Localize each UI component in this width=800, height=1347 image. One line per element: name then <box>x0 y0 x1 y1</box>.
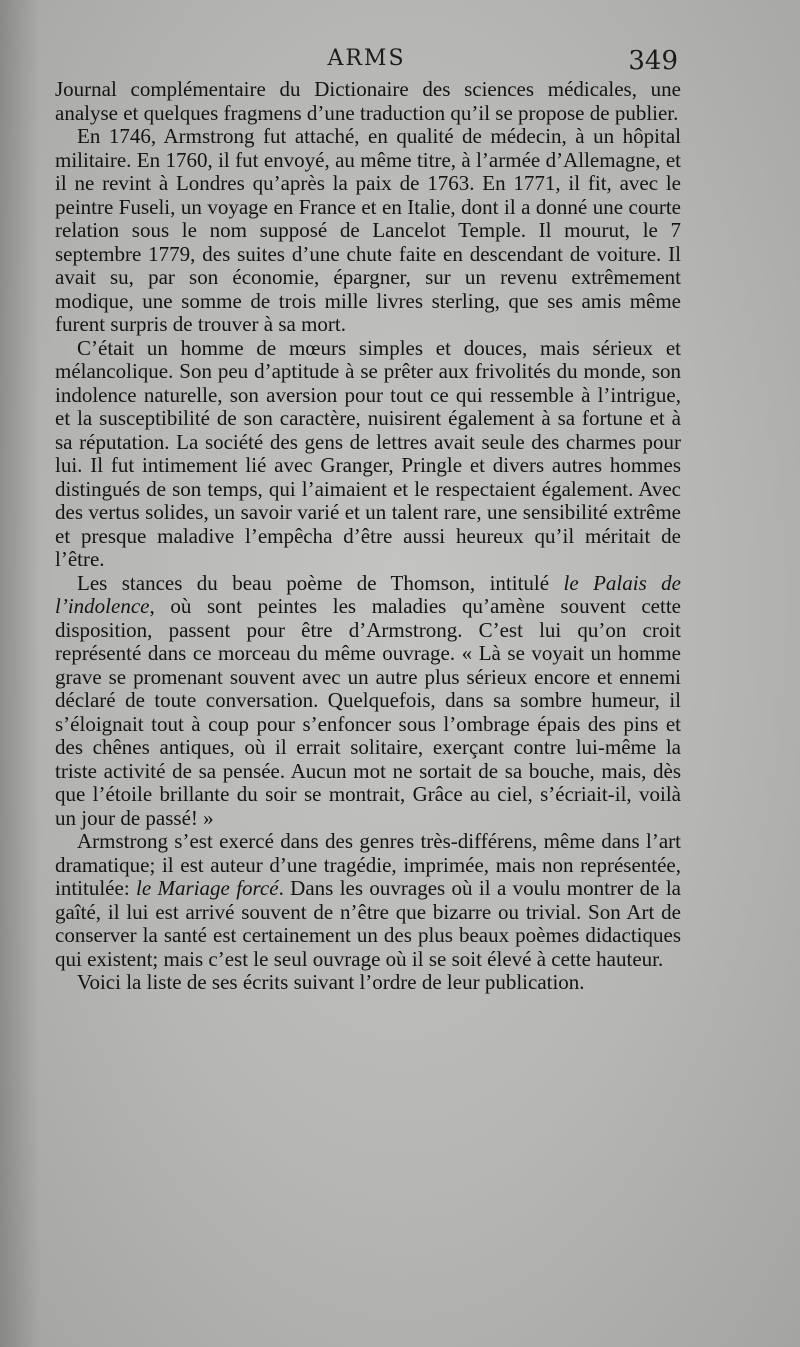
text-run: Les stances du beau poème de Thomson, intitulé <box>77 570 564 595</box>
paragraph <box>55 971 681 995</box>
text-run: En 1746, Armstrong fut attaché, en qualité de médecin, à un hôpital militaire. En 1760, il fut envoyé, au même titre, à l’armée d’Allemagne, et il ne revint à Londres qu’après la paix de 1763. En 1771, il fit, avec le peintre Fuseli, un voyage en France et en Italie, dont il a donné une courte relation sous le nom supposé de Lancelot Temple. Il mourut, le 7 septembre 1779, des suites d’une chute faite en descendant de voiture. Il avait su, par son économie, épargner, sur un revenu extrêmement modique, une somme de trois mille livres sterling, que ses amis même furent surpris de trouver à sa mort. <box>55 124 681 336</box>
running-head <box>55 46 678 76</box>
paragraph <box>55 337 681 572</box>
text-run: C’était un homme de mœurs simples et douces, mais sérieux et mélancolique. Son peu d’aptitude à se prêter aux frivolités du monde, son indolence naturelle, son aversion pour tout ce qui ressemble à l’intrigue, et la susceptibilité de son caractère, nuisirent également à sa fortune et à sa réputation. La société des gens de lettres avait seule des charmes pour lui. Il fut intimement lié avec Granger, Pringle et divers autres hommes distingués de son temps, qui l’aimaient et le respectaient également. Avec des vertus solides, un savoir varié et un talent rare, une sensibilité extrême et presque maladive l’empêcha d’être aussi heureux qu’il méritait de l’être. <box>55 335 681 571</box>
paragraph <box>55 572 681 831</box>
gutter-shadow <box>0 0 40 1347</box>
running-title: ARMS <box>327 46 406 71</box>
text-run: , où sont peintes les maladies qu’amène souvent cette disposition, passent pour être d’Armstrong. C’est lui qu’on croit représenté dans ce morceau du même ouvrage. « Là se voyait un homme grave se promenant souvent avec un autre plus sérieux encore et ennemi déclaré de toute conversation. Quelquefois, dans sa sombre humeur, il s’éloignait tout à coup pour s’enfoncer sous l’ombrage épais des pins et des chênes antiques, où il errait solitaire, exerçant contre lui-même la triste activité de sa pensée. Aucun mot ne sortait de sa bouche, mais, dès que l’étoile brillante du soir se montrait, Grâce au ciel, s’écriait-il, voilà un jour de passé! » <box>55 594 681 830</box>
paragraph <box>55 125 681 337</box>
text-run: . Dans les ouvrages où il a voulu montrer de la gaîté, il lui est arrivé souvent de n’être que bizarre ou trivial. Son Art de conserver la santé est certainement un des plus beaux poèmes didactiques qui existent; mais c’est le seul ouvrage où il se soit élevé à cette hauteur. <box>55 876 681 971</box>
italic-title: le Mariage forcé <box>136 876 279 900</box>
text-run: Voici la liste de ses écrits suivant l’ordre de leur publication. <box>77 970 585 994</box>
paragraph-continued <box>55 78 681 125</box>
text-run: Armstrong s’est exercé dans des genres très-différens, même dans l’art dramatique; il est auteur d’une tragédie, imprimée, mais non représentée, intitulée: <box>55 829 681 900</box>
paragraph <box>55 830 681 971</box>
italic-title: le Palais de l’indolence <box>55 570 681 618</box>
page-number: 349 <box>628 46 678 76</box>
body-text <box>55 78 681 995</box>
text-run: Journal complémentaire du Dictionaire des sciences médicales, une analyse et quelques fragmens d’une traduction qu’il se propose de publier. <box>55 77 681 125</box>
